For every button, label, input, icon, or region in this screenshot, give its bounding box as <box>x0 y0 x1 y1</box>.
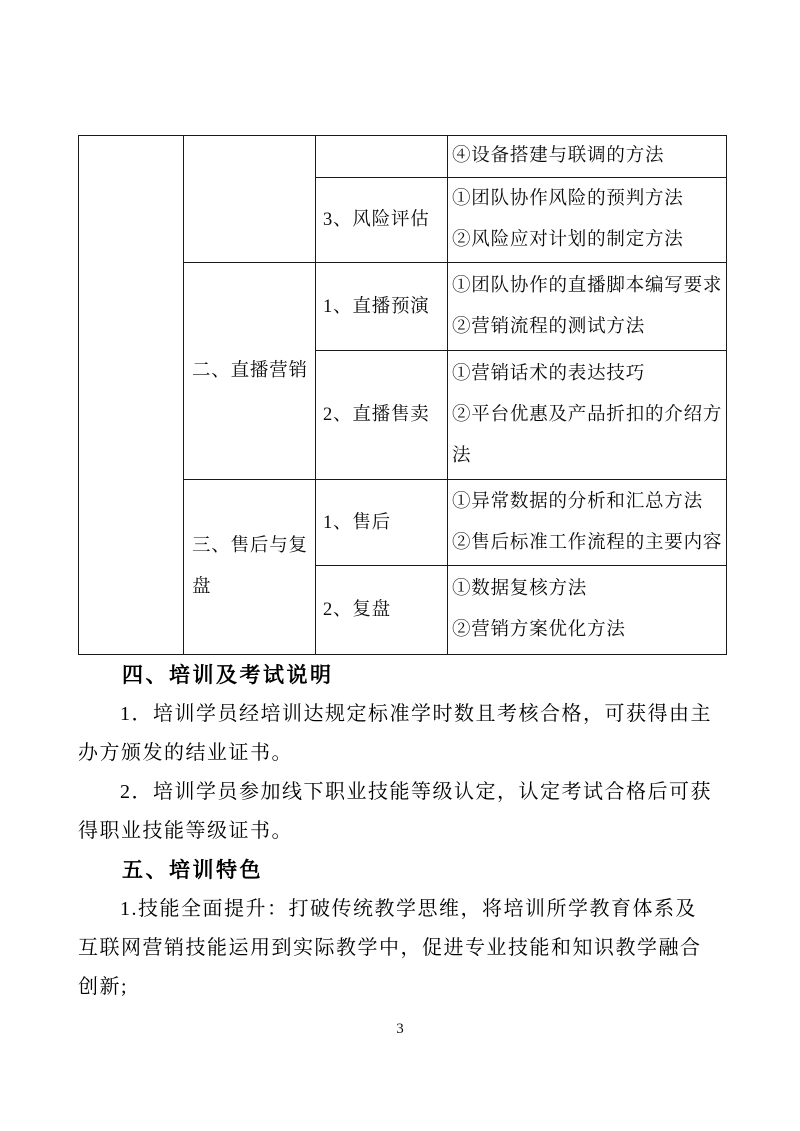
page-number: 3 <box>396 1021 404 1037</box>
category-label: 三、售后与复 <box>192 536 308 556</box>
para-line: 2．培训学员参加线下职业技能等级认定，认定考试合格后可获 <box>120 781 712 803</box>
points-cell <box>448 263 727 351</box>
point-line: ①营销话术的表达技巧 <box>452 363 646 384</box>
para-line: 1．培训学员经培训达规定标准学时数且考核合格，可获得由主 <box>120 703 712 725</box>
para-line: 互联网营销技能运用到实际教学中，促进专业技能和知识教学融合 <box>78 937 702 959</box>
para-line: 1.技能全面提升：打破传统教学思维，将培训所学教育体系及 <box>120 898 697 920</box>
subitem-label: 2、直播售卖 <box>323 405 430 425</box>
point-line: ②平台优惠及产品折扣的介绍方法 <box>452 404 723 466</box>
para-line: 创新; <box>78 976 129 998</box>
category-cell <box>184 263 316 480</box>
subitem-cell <box>316 178 448 263</box>
points-cell <box>448 178 727 263</box>
category-label: 二、直播营销 <box>192 360 308 381</box>
subitem-cell <box>316 480 448 566</box>
category-label: 盘 <box>192 577 212 597</box>
category-cell <box>184 480 316 655</box>
subitem-cell <box>316 351 448 480</box>
point-line: ①数据复核方法 <box>452 579 588 599</box>
points-cell <box>448 480 727 566</box>
point-line: ②售后标准工作流程的主要内容 <box>452 532 723 553</box>
body-text <box>78 656 728 1007</box>
para-line: 办方颁发的结业证书。 <box>78 742 293 764</box>
point-line: ①异常数据的分析和汇总方法 <box>452 491 703 512</box>
point-line: ②营销流程的测试方法 <box>452 316 646 337</box>
para-line: 得职业技能等级证书。 <box>78 820 293 842</box>
subitem-label: 3、风险评估 <box>323 210 430 230</box>
subitem-cell-empty <box>316 136 448 178</box>
subitem-cell <box>316 263 448 351</box>
points-cell <box>448 351 727 480</box>
category-cell-empty <box>184 136 316 263</box>
point-line: ④设备搭建与联调的方法 <box>452 146 665 166</box>
points-cell <box>448 566 727 655</box>
training-content-table <box>78 135 727 655</box>
subitem-label: 1、售后 <box>323 512 391 533</box>
point-line: ①团队协作的直播脚本编写要求 <box>452 275 723 296</box>
point-line: ②风险应对计划的制定方法 <box>452 230 684 250</box>
subitem-label: 1、直播预演 <box>323 296 430 317</box>
subitem-cell <box>316 566 448 655</box>
point-line: ②营销方案优化方法 <box>452 620 626 640</box>
points-cell <box>448 136 727 178</box>
section-heading-five: 五、培训特色 <box>122 859 263 882</box>
table-left-merged-cell-empty <box>79 136 184 655</box>
point-line: ①团队协作风险的预判方法 <box>452 189 684 209</box>
section-heading-four: 四、培训及考试说明 <box>122 664 334 687</box>
subitem-label: 2、复盘 <box>323 600 391 620</box>
